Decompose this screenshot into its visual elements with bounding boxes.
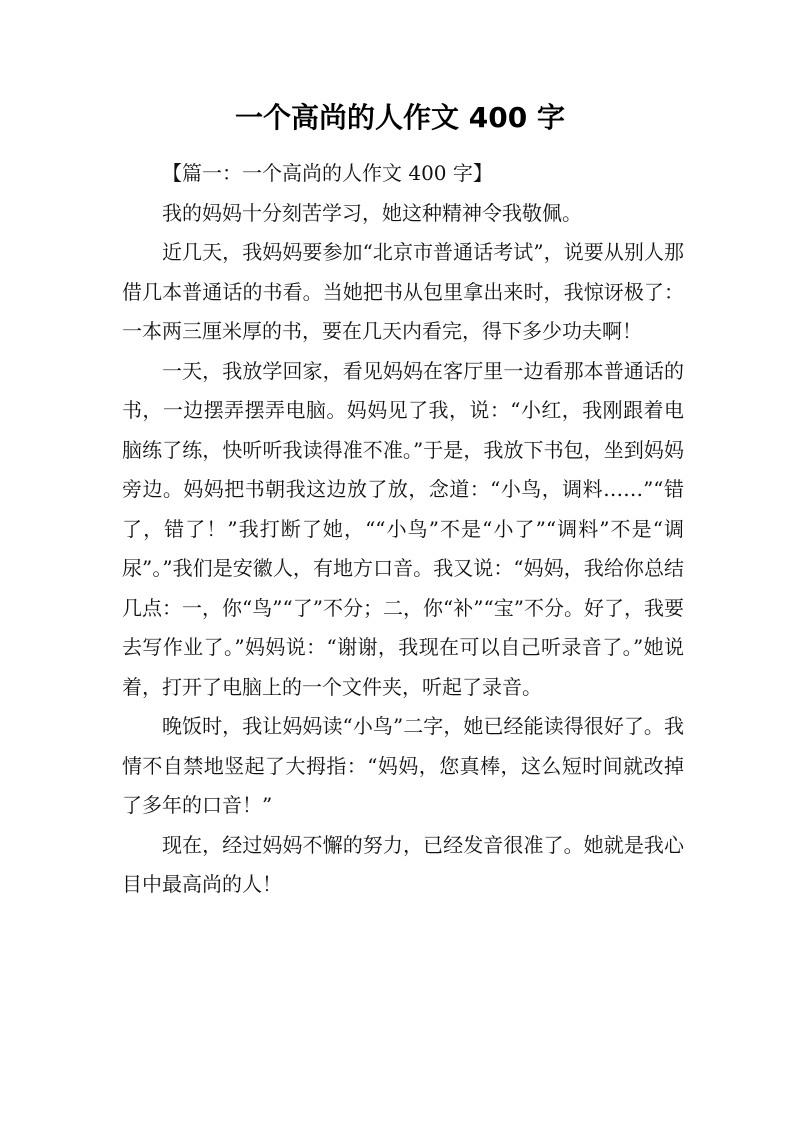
document-title: 一个高尚的人作文 400 字 <box>235 101 565 134</box>
paragraph: 晚饭时，我让妈妈读“小鸟”二字，她已经能读得很好了。我情不自禁地竖起了大拇指：“妈妈，您真棒，这么短时间就改掉了多年的口音！” <box>122 714 684 817</box>
section-heading: 【篇一：一个高尚的人作文 400 字】 <box>162 161 493 185</box>
paragraph: 一天，我放学回家，看见妈妈在客厅里一边看那本普通话的书，一边摆弄摆弄电脑。妈妈见了我，说：“小红，我刚跟着电脑练了练，快听听我读得准不准。”于是，我放下书包，坐到妈妈旁边。妈妈把书朝我这边放了放，念道：“小鸟，调料……”“错了，错了！”我打断了她，““小鸟”不是“小了”“调料”不是“调尿”。”我们是安徽人，有地方口音。我又说：“妈妈，我给你总结几点：一，你“鸟”“了”不分；二，你“补”“宝”不分。好了，我要去写作业了。”妈妈说：“谢谢，我现在可以自己听录音了。”她说着，打开了电脑上的一个文件夹，听起了录音。 <box>122 358 684 699</box>
paragraph: 我的妈妈十分刻苦学习，她这种精神令我敬佩。 <box>162 200 582 225</box>
paragraph: 现在，经过妈妈不懈的努力，已经发音很准了。她就是我心目中最高尚的人！ <box>122 832 684 896</box>
paragraph: 近几天，我妈妈要参加“北京市普通话考试”，说要从别人那借几本普通话的书看。当她把书从包里拿出来时，我惊讶极了：一本两三厘米厚的书，要在几天内看完，得下多少功夫啊！ <box>122 240 684 343</box>
document-body <box>122 154 684 905</box>
